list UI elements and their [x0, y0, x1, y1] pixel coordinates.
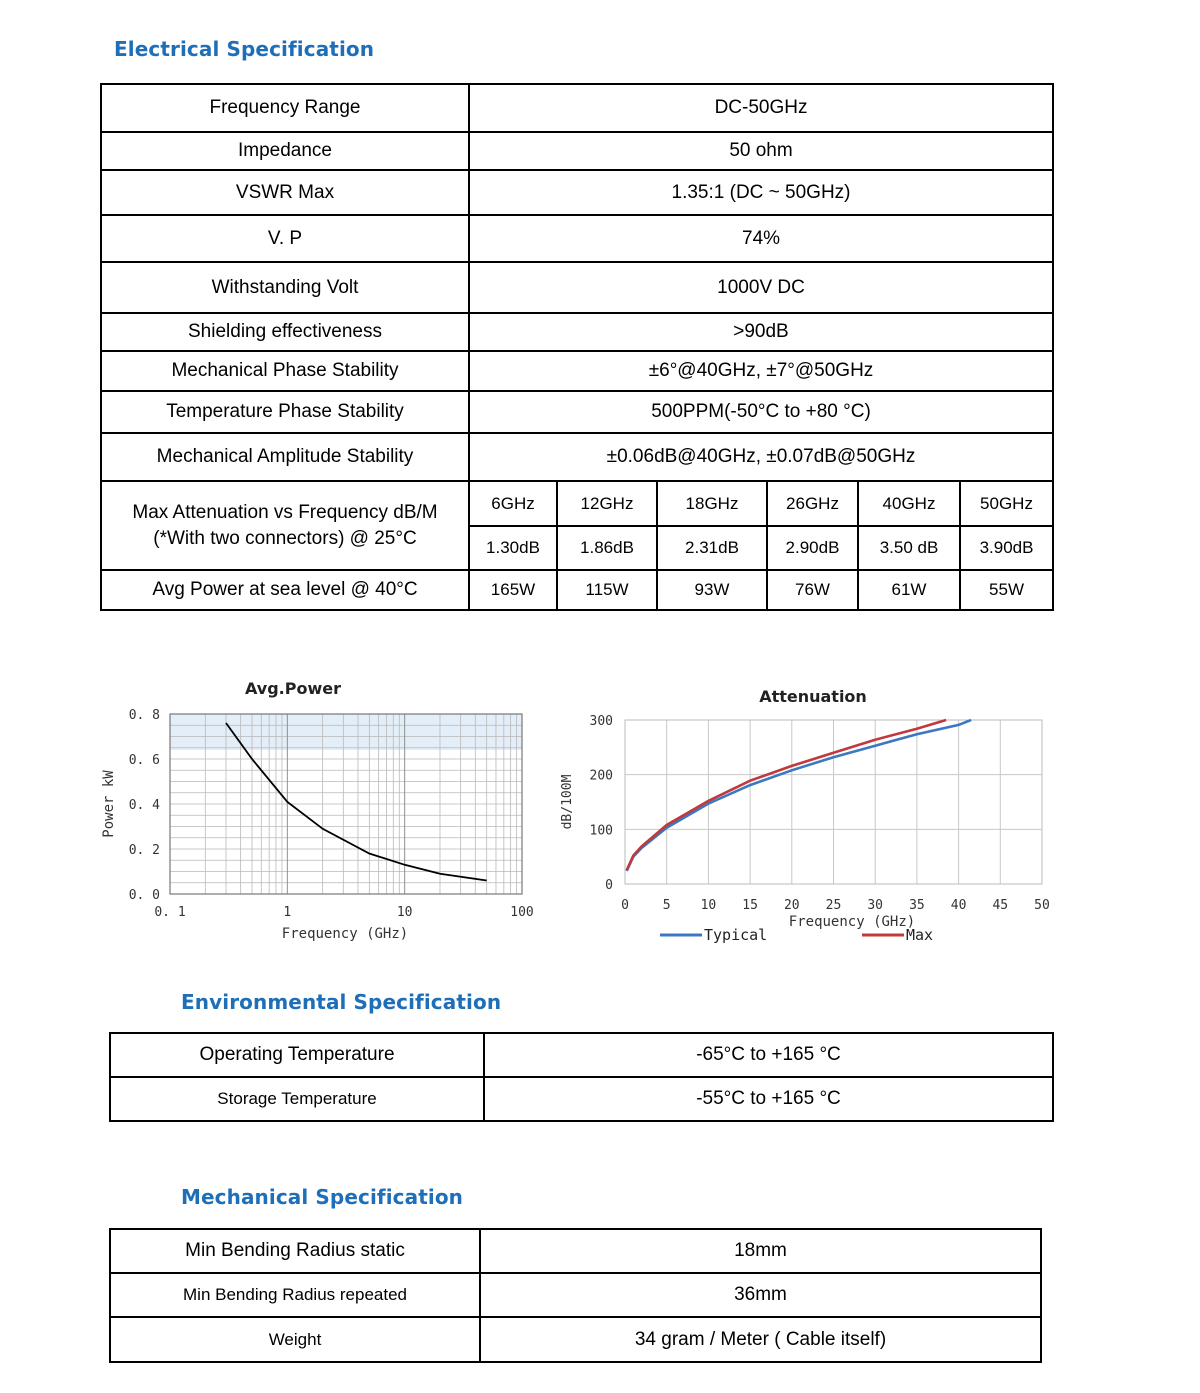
row-value: 500PPM(-50°C to +80 °C)	[469, 391, 1053, 433]
mechanical-spec-title: Mechanical Specification	[181, 1185, 464, 1209]
power-value: 115W	[557, 570, 657, 610]
frequency-header: 18GHz	[657, 481, 767, 526]
frequency-header: 12GHz	[557, 481, 657, 526]
row-value: 50 ohm	[469, 132, 1053, 170]
x-tick-label: 15	[742, 898, 758, 913]
row-label: Min Bending Radius static	[110, 1229, 480, 1273]
x-axis-label: Frequency (GHz)	[281, 926, 409, 942]
chart-title: Avg.Power	[244, 679, 342, 698]
table-row	[110, 1229, 1041, 1273]
x-tick-label: 5	[662, 898, 671, 913]
row-label: Mechanical Phase Stability	[101, 351, 469, 391]
row-label: Impedance	[101, 132, 469, 170]
x-tick-label: 25	[825, 898, 842, 913]
row-label: Weight	[110, 1317, 480, 1362]
row-value: ±0.06dB@40GHz, ±0.07dB@50GHz	[469, 433, 1053, 481]
attenuation-value: 2.90dB	[767, 526, 858, 570]
attenuation-value: 1.86dB	[557, 526, 657, 570]
frequency-header: 40GHz	[858, 481, 960, 526]
attenuation-value: 1.30dB	[469, 526, 557, 570]
frequency-header: 26GHz	[767, 481, 858, 526]
attenuation-label-line2: (*With two connectors) @ 25°C	[153, 527, 417, 549]
attenuation-label-line1: Max Attenuation vs Frequency dB/M	[132, 501, 438, 523]
row-label: Frequency Range	[101, 84, 469, 132]
y-tick-label: 0	[605, 878, 613, 893]
x-tick-label: 1	[283, 905, 292, 920]
x-axis-label: Frequency (GHz)	[788, 914, 916, 930]
table-row	[110, 1273, 1041, 1317]
y-tick-label: 200	[589, 768, 613, 784]
row-value: 18mm	[480, 1229, 1041, 1273]
x-tick-label: 10	[396, 905, 413, 920]
power-value: 165W	[469, 570, 557, 610]
row-value: 74%	[469, 215, 1053, 262]
x-tick-label: 10	[700, 898, 717, 913]
x-tick-label: 30	[867, 898, 884, 913]
y-tick-label: 0. 2	[128, 843, 160, 858]
table-row	[101, 215, 1053, 262]
frequency-header: 6GHz	[469, 481, 557, 526]
environmental-spec-title: Environmental Specification	[181, 990, 502, 1014]
y-tick-label: 0. 4	[128, 798, 160, 813]
power-value: 76W	[767, 570, 858, 610]
table-row	[101, 84, 1053, 132]
x-tick-label: 100	[510, 905, 534, 920]
table-row	[101, 313, 1053, 351]
power-value: 55W	[960, 570, 1053, 610]
table-row	[101, 262, 1053, 313]
table-row	[101, 351, 1053, 391]
row-label: VSWR Max	[101, 170, 469, 215]
y-tick-label: 0. 8	[128, 708, 160, 723]
row-label: Mechanical Amplitude Stability	[101, 433, 469, 481]
table-row	[110, 1077, 1053, 1121]
row-value: >90dB	[469, 313, 1053, 351]
table-row	[110, 1317, 1041, 1362]
row-value: -65°C to +165 °C	[484, 1033, 1053, 1077]
row-label: Shielding effectiveness	[101, 313, 469, 351]
row-value: DC-50GHz	[469, 84, 1053, 132]
y-axis-label: dB/100M	[560, 774, 575, 830]
row-label: V. P	[101, 215, 469, 262]
avg-power-chart	[95, 672, 545, 952]
row-label: Operating Temperature	[110, 1033, 484, 1077]
series-line-max	[627, 720, 946, 870]
x-tick-label: 0. 1	[154, 905, 186, 920]
row-value: 1.35:1 (DC ~ 50GHz)	[469, 170, 1053, 215]
row-label: Min Bending Radius repeated	[110, 1273, 480, 1317]
x-tick-label: 35	[909, 898, 925, 913]
y-tick-label: 0. 0	[128, 888, 160, 903]
electrical-spec-title: Electrical Specification	[114, 37, 375, 61]
electrical-spec-table	[100, 83, 1054, 611]
grid-band	[170, 714, 522, 750]
legend-label: Max	[906, 926, 934, 944]
x-tick-label: 0	[621, 898, 629, 913]
row-value: 36mm	[480, 1273, 1041, 1317]
chart-title: Attenuation	[759, 687, 867, 706]
table-row	[101, 391, 1053, 433]
legend-label: Typical	[704, 926, 768, 944]
row-label: Withstanding Volt	[101, 262, 469, 313]
attenuation-chart	[555, 680, 1075, 960]
power-value: 93W	[657, 570, 767, 610]
attenuation-value: 2.31dB	[657, 526, 767, 570]
attenuation-label	[101, 481, 469, 570]
row-label: Temperature Phase Stability	[101, 391, 469, 433]
row-label: Storage Temperature	[110, 1077, 484, 1121]
frequency-header: 50GHz	[960, 481, 1053, 526]
table-row	[101, 132, 1053, 170]
x-tick-label: 20	[783, 898, 800, 913]
x-tick-label: 40	[950, 898, 967, 913]
x-tick-label: 45	[992, 898, 1009, 913]
table-row	[101, 481, 1053, 526]
power-label: Avg Power at sea level @ 40°C	[101, 570, 469, 610]
environmental-spec-table	[109, 1032, 1054, 1122]
row-value: ±6°@40GHz, ±7°@50GHz	[469, 351, 1053, 391]
y-tick-label: 0. 6	[128, 753, 160, 768]
row-value: 34 gram / Meter ( Cable itself)	[480, 1317, 1041, 1362]
y-axis-label: Power kW	[101, 770, 117, 838]
power-value: 61W	[858, 570, 960, 610]
table-row	[101, 433, 1053, 481]
y-tick-label: 300	[589, 714, 613, 729]
attenuation-value: 3.50 dB	[858, 526, 960, 570]
series-line-typical	[627, 720, 971, 871]
mechanical-spec-table	[109, 1228, 1042, 1363]
y-tick-label: 100	[589, 823, 613, 839]
row-value: 1000V DC	[469, 262, 1053, 313]
table-row	[101, 570, 1053, 610]
row-value: -55°C to +165 °C	[484, 1077, 1053, 1121]
table-row	[110, 1033, 1053, 1077]
attenuation-value: 3.90dB	[960, 526, 1053, 570]
table-row	[101, 170, 1053, 215]
x-tick-label: 50	[1034, 898, 1050, 913]
